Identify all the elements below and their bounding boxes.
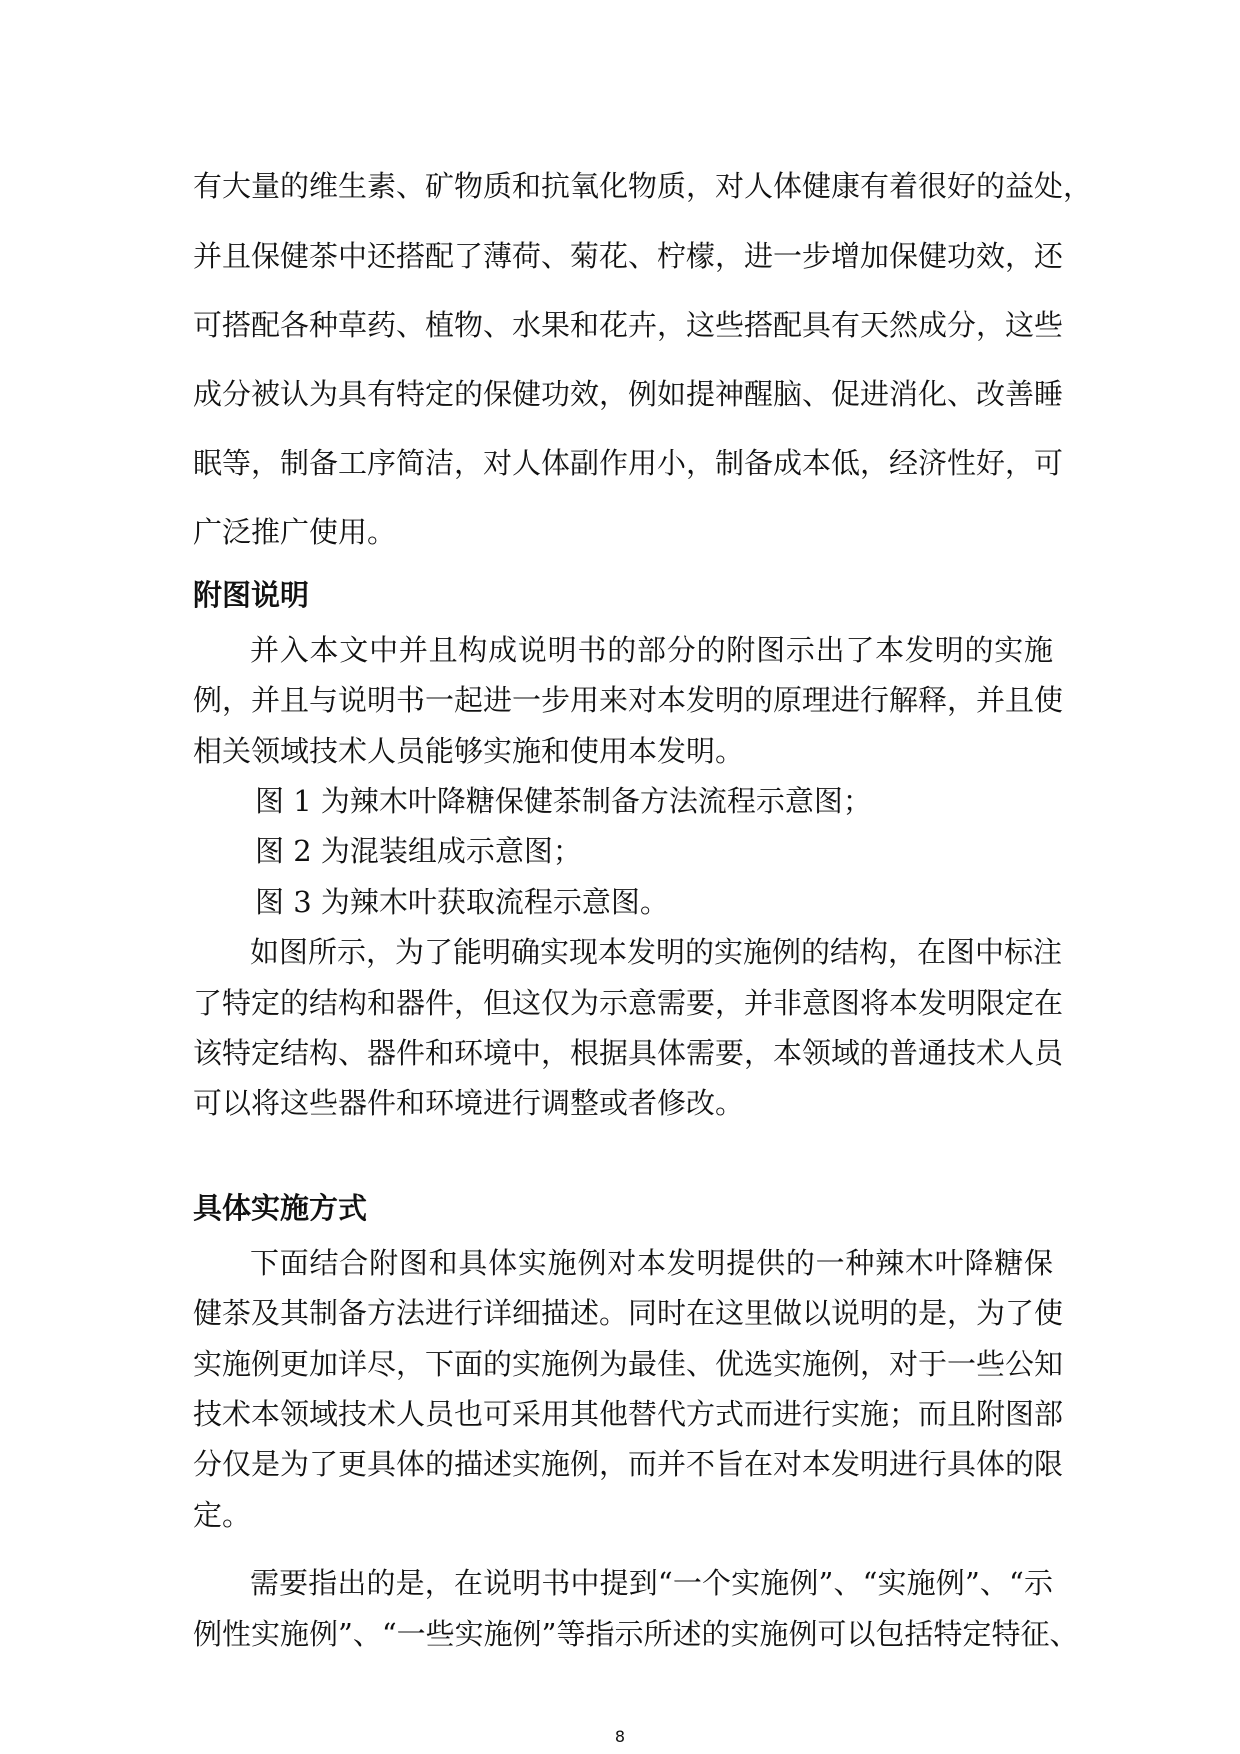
paragraph-line: 了特定的结构和器件，但这仅为示意需要，并非意图将本发明限定在	[193, 986, 1064, 1020]
paragraph-line: 例性实施例”、“一些实施例”等指示所述的实施例可以包括特定特征、	[193, 1617, 1079, 1651]
section-heading-figures: 附图说明	[193, 578, 310, 612]
paragraph-line: 该特定结构、器件和环境中，根据具体需要，本领域的普通技术人员	[193, 1036, 1064, 1070]
figure-caption-item: 图 3 为辣木叶获取流程示意图。	[255, 885, 669, 919]
paragraph-line: 分仅是为了更具体的描述实施例，而并不旨在对本发明进行具体的限	[193, 1447, 1064, 1481]
figure-caption-item: 图 1 为辣木叶降糖保健茶制备方法流程示意图；	[255, 784, 872, 818]
paragraph-line: 技术本领域技术人员也可采用其他替代方式而进行实施；而且附图部	[193, 1397, 1064, 1431]
paragraph-line: 成分被认为具有特定的保健功效，例如提神醒脑、促进消化、改善睡	[193, 377, 1064, 411]
section-heading-embodiment: 具体实施方式	[193, 1191, 368, 1225]
paragraph-line: 下面结合附图和具体实施例对本发明提供的一种辣木叶降糖保	[250, 1246, 1053, 1280]
paragraph-line: 实施例更加详尽，下面的实施例为最佳、优选实施例，对于一些公知	[193, 1347, 1064, 1381]
page-number: 8	[614, 1727, 626, 1746]
paragraph-line: 可搭配各种草药、植物、水果和花卉，这些搭配具有天然成分，这些	[193, 308, 1064, 342]
figure-caption-item: 图 2 为混装组成示意图；	[255, 834, 582, 868]
paragraph-line: 需要指出的是，在说明书中提到“一个实施例”、“实施例”、“示	[250, 1566, 1053, 1600]
paragraph-line: 定。	[193, 1498, 252, 1532]
paragraph-line: 有大量的维生素、矿物质和抗氧化物质，对人体健康有着很好的益处，	[193, 169, 1093, 203]
paragraph-line: 相关领域技术人员能够实施和使用本发明。	[193, 734, 745, 768]
paragraph-line: 眠等，制备工序简洁，对人体副作用小，制备成本低，经济性好，可	[193, 446, 1064, 480]
paragraph-line: 广泛推广使用。	[193, 515, 397, 549]
paragraph-line: 并且保健茶中还搭配了薄荷、菊花、柠檬，进一步增加保健功效，还	[193, 239, 1064, 273]
paragraph-line: 可以将这些器件和环境进行调整或者修改。	[193, 1086, 745, 1120]
paragraph-line: 如图所示，为了能明确实现本发明的实施例的结构，在图中标注	[250, 935, 1063, 969]
paragraph-line: 健茶及其制备方法进行详细描述。同时在这里做以说明的是，为了使	[193, 1296, 1064, 1330]
paragraph-line: 并入本文中并且构成说明书的部分的附图示出了本发明的实施	[250, 633, 1053, 667]
paragraph-line: 例，并且与说明书一起进一步用来对本发明的原理进行解释，并且使	[193, 683, 1064, 717]
